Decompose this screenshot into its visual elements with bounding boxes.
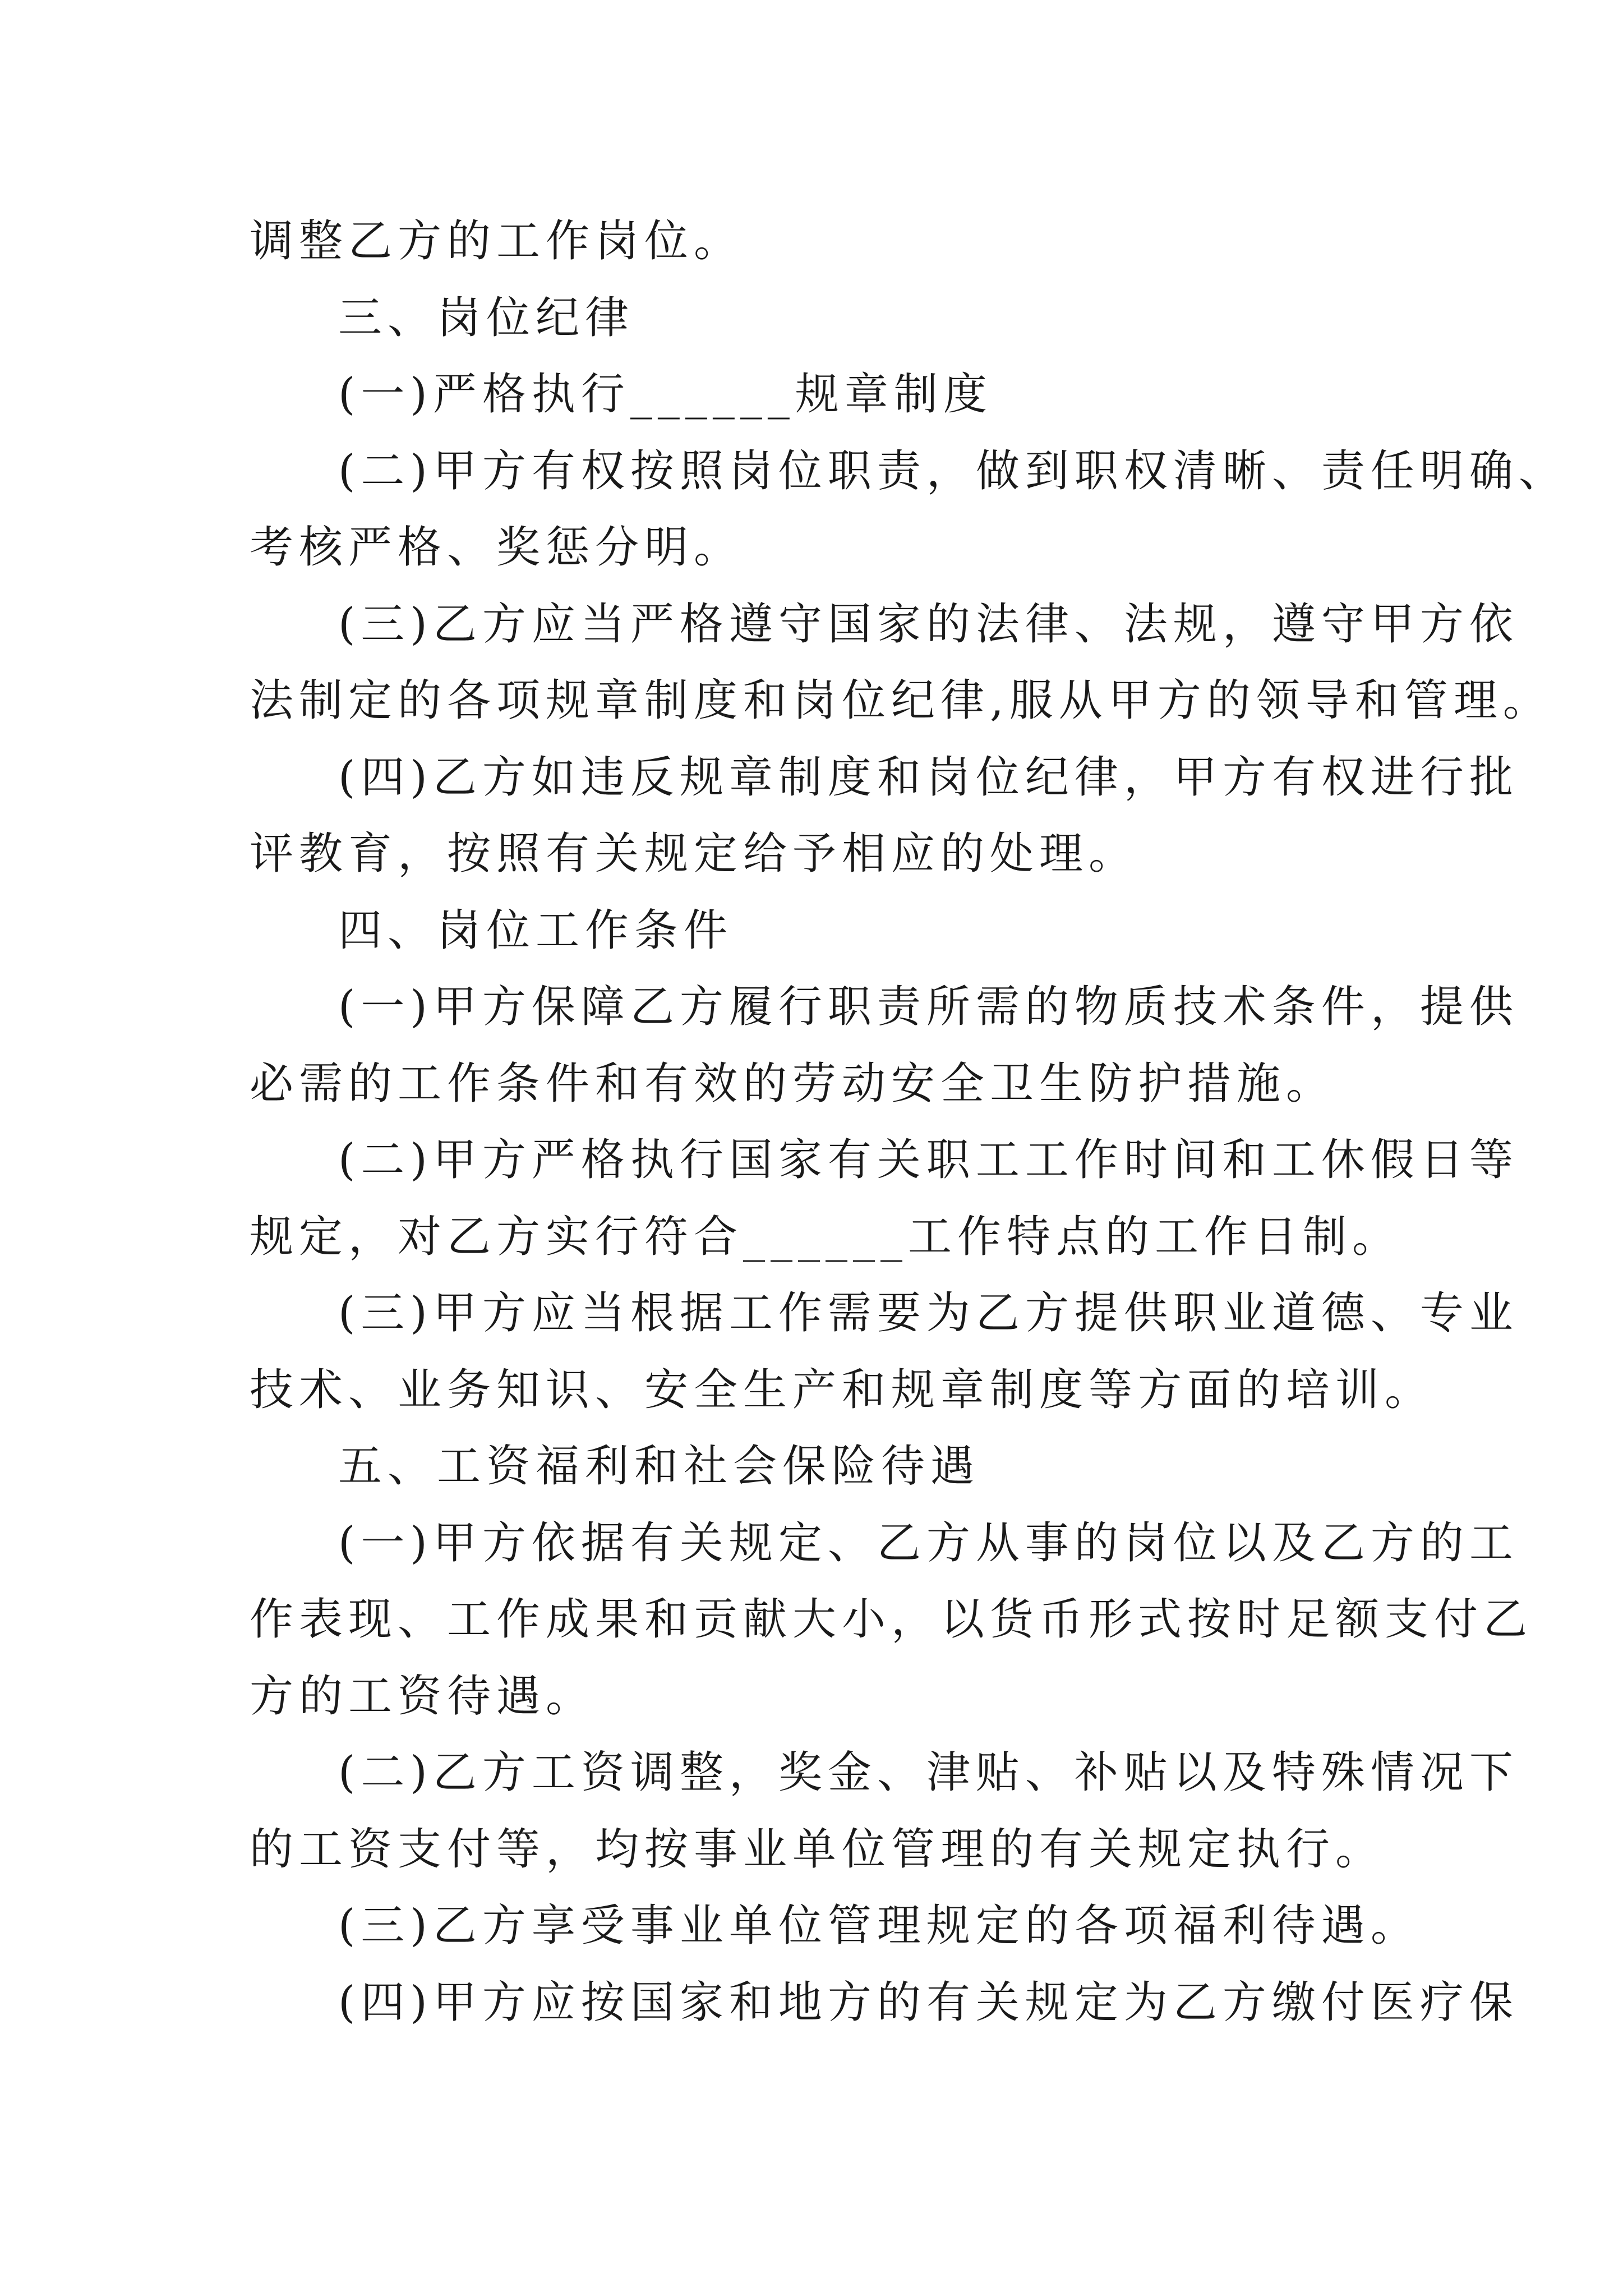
text-line: (四)甲方应按国家和地方的有关规定为乙方缴付医疗保 — [338, 1977, 1519, 2028]
text-line: 作表现、工作成果和贡献大小，以货币形式按时足额支付乙 — [250, 1594, 1533, 1645]
text-line: 法制定的各项规章制度和岗位纪律,服从甲方的领导和管理。 — [250, 675, 1552, 726]
text-line: (二)乙方工资调整，奖金、津贴、补贴以及特殊情况下 — [338, 1747, 1519, 1798]
text-line: 必需的工作条件和有效的劳动安全卫生防护措施。 — [250, 1058, 1336, 1109]
text-line: (一)甲方依据有关规定、乙方从事的岗位以及乙方的工 — [338, 1517, 1519, 1568]
text-line: 三、岗位纪律 — [338, 292, 635, 343]
text-line: 四、岗位工作条件 — [338, 905, 734, 956]
text-line: (三)甲方应当根据工作需要为乙方提供职业道德、专业 — [338, 1288, 1519, 1338]
text-line: (二)甲方严格执行国家有关职工工作时间和工休假日等 — [338, 1135, 1519, 1185]
text-line: (一)严格执行______规章制度 — [338, 369, 993, 420]
document-body — [250, 203, 1568, 2041]
text-line: 规定，对乙方实行符合______工作特点的工作日制。 — [250, 1211, 1402, 1262]
text-line: 的工资支付等，均按事业单位管理的有关规定执行。 — [250, 1824, 1385, 1875]
text-line: (三)乙方应当严格遵守国家的法律、法规，遵守甲方依 — [338, 599, 1519, 650]
text-line: 调整乙方的工作岗位。 — [250, 216, 744, 266]
text-line: (三)乙方享受事业单位管理规定的各项福利待遇。 — [338, 1901, 1420, 1951]
text-line: (一)甲方保障乙方履行职责所需的物质技术条件，提供 — [338, 982, 1519, 1032]
text-line: 五、工资福利和社会保险待遇 — [338, 1441, 980, 1492]
text-line: 评教育，按照有关规定给予相应的处理。 — [250, 829, 1138, 879]
text-line: (四)乙方如违反规章制度和岗位纪律，甲方有权进行批 — [338, 752, 1519, 803]
text-line: (二)甲方有权按照岗位职责，做到职权清晰、责任明确、 — [338, 445, 1568, 496]
text-line: 方的工资待遇。 — [250, 1671, 596, 1722]
text-line: 考核严格、奖惩分明。 — [250, 522, 744, 573]
text-line: 技术、业务知识、安全生产和规章制度等方面的培训。 — [250, 1364, 1435, 1415]
